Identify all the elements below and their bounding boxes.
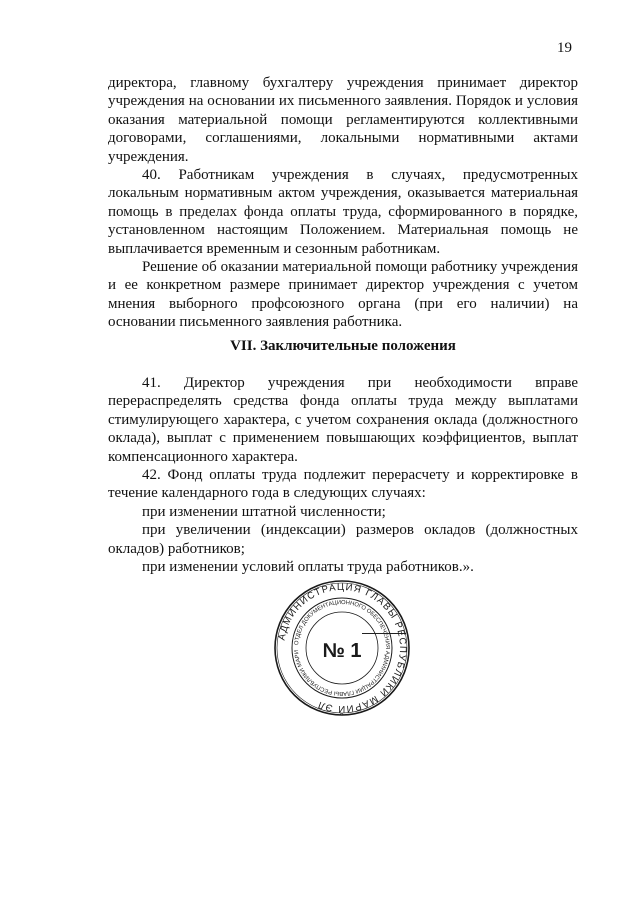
paragraphs-top [108, 74, 578, 332]
paragraph-decision: Решение об оказании материальной помощи работнику учреждения и ее конкретном размере принимает директор учреждения с учетом мнения выборного профсоюзного органа (при его наличии) на основании письменного заявления работника. [108, 259, 578, 331]
list-item-conditions: при изменении условий оплаты труда работников.». [142, 559, 474, 576]
seal-inner-text: ОТДЕЛ ДОКУМЕНТАЦИОННОГО ОБЕСПЕЧЕНИЯ АДМИНИСТРАЦИИ ГЛАВЫ РЕСПУБЛИКИ МАРИ [294, 599, 391, 697]
page-number: 19 [557, 40, 572, 56]
seal-outer-text: АДМИНИСТРАЦИЯ ГЛАВЫ РЕСПУБЛИКИ МАРИЙ ЭЛ [276, 581, 409, 715]
seal-icon [272, 578, 412, 718]
official-seal [272, 578, 412, 718]
list-item-indexation: при увеличении (индексации) размеров окладов (должностных окладов) работников; [108, 522, 578, 557]
paragraphs-bottom [108, 374, 578, 576]
paragraph-continuation: директора, главному бухгалтеру учреждения принимает директор учреждения на основании их письменного заявления. Порядок и условия оказания материальной помощи регламентируются коллективными договорами, соглашениями, локальными нормативными актами учреждения. [108, 75, 578, 165]
seal-number: № 1 [322, 640, 362, 662]
list-item-staffing: при изменении штатной численности; [142, 503, 386, 520]
paragraph-42: 42. Фонд оплаты труда подлежит перерасчету и корректировке в течение календарного года в следующих случаях: [108, 467, 578, 502]
paragraph-40: 40. Работникам учреждения в случаях, предусмотренных локальным нормативным актом учреждения, оказывается материальная помощь в пределах фонда оплаты труда, сформированного в порядке, установленном настоящим Положением. Материальная помощь не выплачивается временным и сезонным работникам. [108, 167, 578, 257]
section-heading: VII. Заключительные положения [230, 338, 456, 354]
paragraph-41: 41. Директор учреждения при необходимости вправе перераспределять средства фонда оплаты труда между выплатами стимулирующего характера, с учетом сохранения оклада (должностного оклада), выплат с применением повышающих коэффициентов, выплат компенсационного характера. [108, 375, 578, 465]
